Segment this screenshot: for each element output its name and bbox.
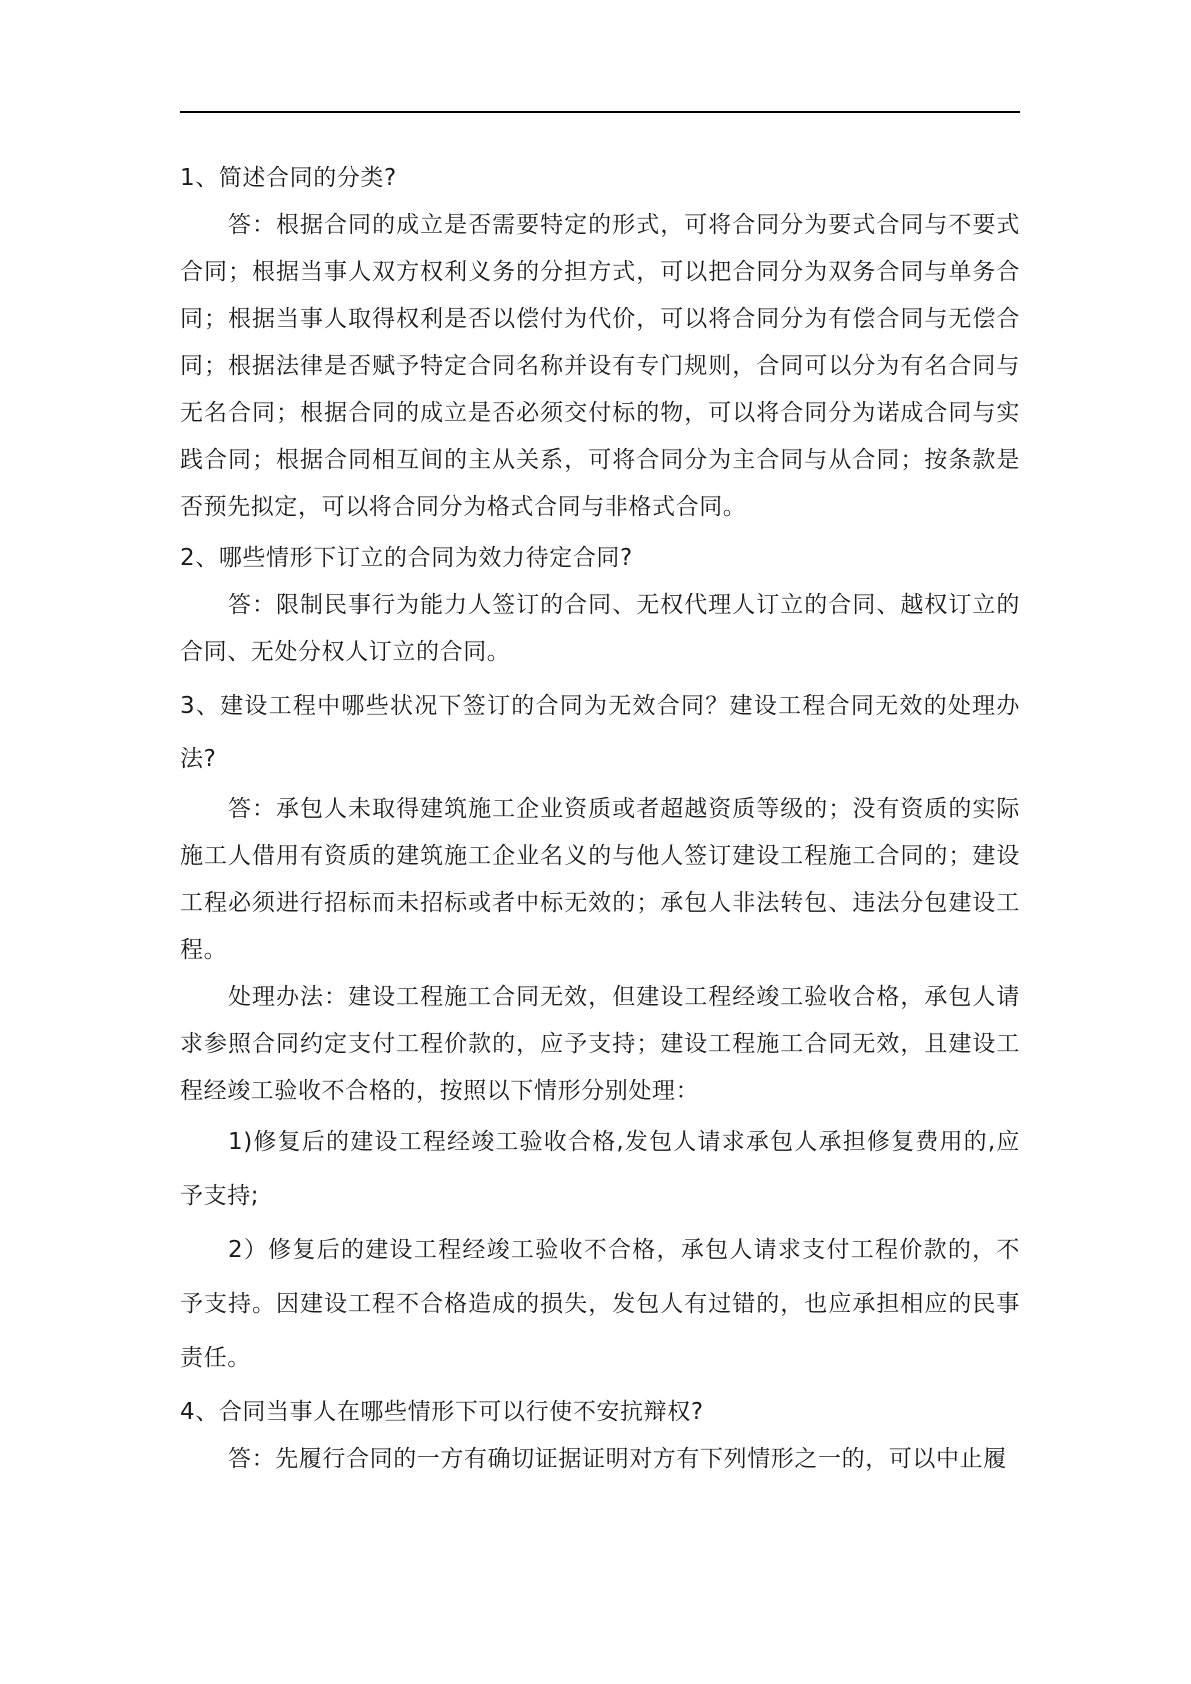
document-body xyxy=(180,155,1020,1483)
question-3: 3、建设工程中哪些状况下签订的合同为无效合同？建设工程合同无效的处理办法? xyxy=(180,693,1020,772)
answer-4: 答：先履行合同的一方有确切证据证明对方有下列情形之一的，可以中止履 xyxy=(228,1446,1007,1472)
answer-3: 答：承包人未取得建筑施工企业资质或者超越资质等级的；没有资质的实际施工人借用有资质的建筑施工企业名义的与他人签订建设工程施工合同的；建设工程必须进行招标而未招标或者中标无效的；承包人非法转包、违法分包建设工程。 xyxy=(180,796,1020,963)
question-1: 1、简述合同的分类? xyxy=(180,165,397,191)
answer-3-item-1: 1)修复后的建设工程经竣工验收合格,发包人请求承包人承担修复费用的,应予支持; xyxy=(180,1129,1020,1209)
answer-3-remedy: 处理办法：建设工程施工合同无效，但建设工程经竣工验收合格，承包人请求参照合同约定支付工程价款的，应予支持；建设工程施工合同无效，且建设工程经竣工验收不合格的，按照以下情形分别处理： xyxy=(180,984,1020,1104)
header-rule xyxy=(180,111,1020,113)
question-2: 2、哪些情形下订立的合同为效力待定合同? xyxy=(180,545,633,571)
answer-3-item-2: 2）修复后的建设工程经竣工验收不合格，承包人请求支付工程价款的，不予支持。因建设工程不合格造成的损失，发包人有过错的，也应承担相应的民事责任。 xyxy=(180,1237,1020,1371)
answer-2: 答：限制民事行为能力人签订的合同、无权代理人订立的合同、越权订立的合同、无处分权人订立的合同。 xyxy=(180,592,1020,665)
question-4: 4、合同当事人在哪些情形下可以行使不安抗辩权? xyxy=(180,1399,704,1425)
answer-1: 答：根据合同的成立是否需要特定的形式，可将合同分为要式合同与不要式合同；根据当事人双方权利义务的分担方式，可以把合同分为双务合同与单务合同；根据当事人取得权利是否以偿付为代价，可以将合同分为有偿合同与无偿合同；根据法律是否赋予特定合同名称并设有专门规则，合同可以分为有名合同与无名合同；根据合同的成立是否必须交付标的物，可以将合同分为诺成合同与实践合同；根据合同相互间的主从关系，可将合同分为主合同与从合同；按条款是否预先拟定，可以将合同分为格式合同与非格式合同。 xyxy=(180,212,1020,520)
